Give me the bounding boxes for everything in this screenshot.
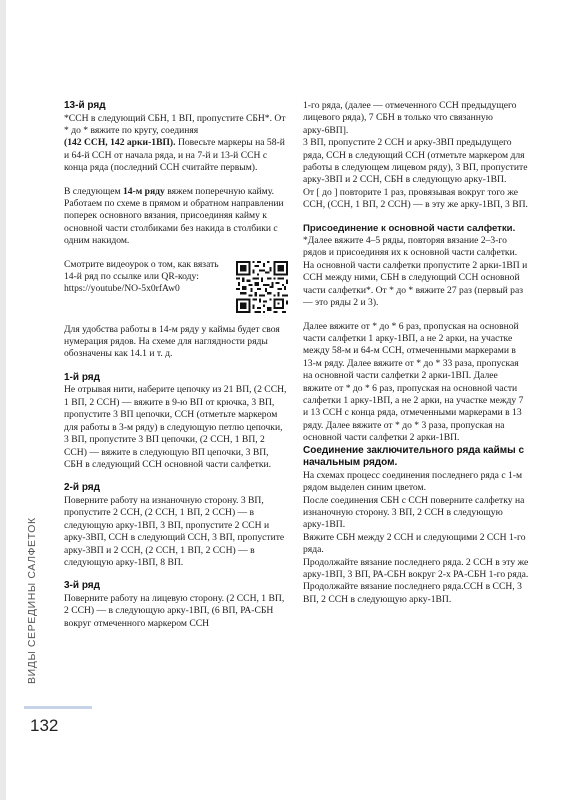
row-2-heading: 2-й ряд [64,482,100,494]
row-2-text: Поверните работу на изнаночную сторону. 3 ВП, пропустите 2 ССН, (2 ССН, 1 ВП, 2 ССН) — в следующую арку-1ВП, 3 ВП, пропустите 2 ССН и арку-3ВП, ССН в следующий ССН, 3 ВП, пропустите арку-3ВП и 2 ССН, (2 ССН, 1 ВП, 2 ССН) — в следующую арку-1ВП, 8 ВП. [64,494,285,568]
sbn-text: Вяжите СБН между 2 ССН и следующими 2 ССН 1-го ряда. [303,531,526,556]
continue-text-2: Продолжайте вязание последнего ряда.ССН в ССН, 3 ВП, 2 ССН в следующую арку-1ВП. [303,581,522,605]
after-join-text: После соединения СБН с ССН поверните салфетку на изнаночную сторону. 3 ВП, 2 ССН в следующую арку-1ВП. [303,494,525,531]
join-heading: Присоединение к основной части салфетки. [303,222,516,234]
left-column [64,100,288,630]
row-numbering-note: Для удобства работы в 14-м ряду у каймы будет своя нумерация рядов. На схеме для наглядности ряды обозначены как 14.1 и т. д. [64,323,280,360]
row-1-text: Не отрывая нити, наберите цепочку из 21 ВП, (2 ССН, 1 ВП, 2 ССН) — вяжите в 9-ю ВП от крючка, 3 ВП, пропустите 3 ВП цепочки, ССН (отметьте маркером для работы в 3-м ряду) в следующую петлю цепочки, 3 ВП, пропустите 3 ВП цепочки, (2 ССН, 1 ВП, 2 ССН) — вяжите в следующую ВП цепочки, 3 ВП, СБН в следующий ССН основной части салфетки. [64,384,287,470]
row-13-text: *ССН в следующий СБН, 1 ВП, пропустите СБН*. От * до * вяжите по кругу, соединяя (142 ССН, 142 арки-1ВП). Повесьте маркеры на 58-й и 64-й ССН от начала ряда, и на 7-й и 13-й ССН с конца ряда (последний ССН считайте первым). [64,112,286,174]
final-join-heading: Соединение заключительного ряда каймы с начальным рядом. [303,444,525,469]
row-3-text: Поверните работу на лицевую сторону. (2 ССН, 1 ВП, 2 ССН) — в следующую арку-1ВП, (6 ВП, РА-СБН вокруг отмеченного маркером ССН [64,592,285,629]
row-3-step: 3 ВП, пропустите 2 ССН и арку-3ВП предыдущего ряда, ССН в следующий ССН (отметьте маркером для работы в следующем лицевом ряду), 3 ВП, пропустите арку-3ВП и 2 ССН, СБН в следующую арку-1ВП. [303,137,528,186]
right-column [303,100,529,606]
section-side-label: ВИДЫ СЕРЕДИНЫ САЛФЕТОК [26,517,38,684]
row-3-heading: 3-й ряд [64,580,100,592]
page-number: 132 [30,716,59,735]
next-instructions: Далее вяжите от * до * 6 раз, пропуская на основной части салфетки 1 арку-1ВП, а не 2 арки, на участке между 58-м и 64-м ССН, отмеченными маркерами в 13-м ряду. Далее вяжите от * до * 33 раза, пропуская на основной части салфетки 2 арки-1ВП. Далее вяжите от * до * 6 раз, пропуская на основной части салфетки 1 арку-1ВП, а не 2 арки, на участке между 7 и 13 ССН с конца ряда, отмеченными маркерами в 13 ряду. Далее вяжите от * до * 3 раза, пропуская на основной части салфетки 2 арки-1ВП. [303,320,524,444]
page-edge [0,0,6,800]
join-section: Присоединение к основной части салфетки. *Далее вяжите 4–5 ряды, повторяя вязание 2–3-го рядов и присоединяя их к основной части салфетки. На основной части салфетки пропустите 2 арки-1ВП и ССН между ними, СБН в следующий ССН основной части салфетки*. От * до * вяжите 27 раз (первый раз — это ряды 2 и 3). [303,222,528,309]
scheme-note: На схемах процесс соединения последнего ряда с 1-м рядом выделен синим цветом. [303,469,523,494]
continue-text-1: Продолжайте вязание последнего ряда. 2 ССН в эту же арку-1ВП, 3 ВП, РА-СБН вокруг 2-х РА-СБН 1-го ряда. [303,556,529,580]
video-link-text[interactable]: Смотрите видеоурок о том, как вязать 14-й ряд по ссылке или QR-коду: https://youtube/NO-5x0rfAw0 [64,258,219,295]
row-13-bold: (142 ССН, 142 арки-1ВП). [64,137,176,149]
row-14-intro: В следующем 14-м ряду вяжем поперечную кайму. Работаем по схеме в прямом и обратном направлении поперек основного вязания, присоединяя кайму к основной части столбиками без накида в столбики с одним накидом. [64,185,284,247]
row-1-heading: 1-й ряд [64,371,100,383]
row-3-continuation: 1-го ряда, (далее — отмеченного ССН предыдущего лицевого ряда), 7 СБН в только что связанную арку-6ВП]. [303,100,517,136]
footer-accent-line [24,706,92,709]
row-3-repeat: От [ до ] повторите 1 раз, провязывая вокруг того же ССН, (ССН, 1 ВП, 2 ССН) — в эту же арку-1ВП, 3 ВП. [303,186,528,211]
row-13-heading: 13-й ряд [64,100,106,111]
qr-code-icon[interactable] [236,261,288,313]
